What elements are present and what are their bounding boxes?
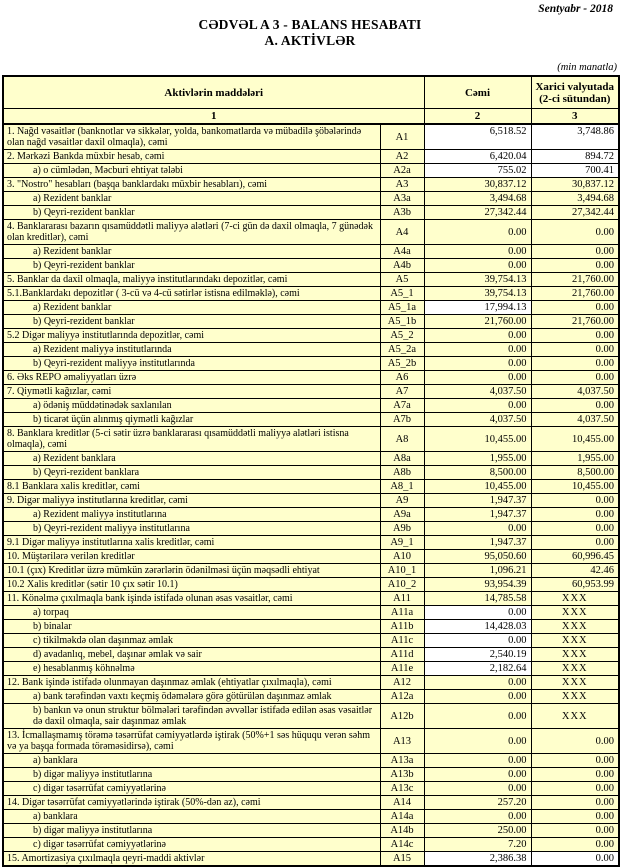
row-label: a) banklara — [3, 754, 380, 768]
row-foreign-value: 3,494.68 — [531, 192, 619, 206]
row-label: 13. İcmallaşmamış törəmə təsərrüfat cəmiyyətlərdə iştirak (50%+1 səs hüququ verən səhm və ya başqa formada törəməsidirsə), cəmi — [3, 729, 380, 754]
table-row — [3, 578, 619, 592]
row-label: a) Rezident maliyyə institutlarında — [3, 343, 380, 357]
table-row — [3, 206, 619, 220]
row-code: A3b — [380, 206, 424, 220]
row-code: A2 — [380, 150, 424, 164]
row-foreign-value: XXX — [531, 662, 619, 676]
row-total-value: 14,428.03 — [424, 620, 531, 634]
row-code: A1 — [380, 124, 424, 150]
table-row — [3, 329, 619, 343]
row-total-value: 10,455.00 — [424, 427, 531, 452]
row-label: 11. Könəlmə çıxılmaqla bank işində istifadə olunan əsas vəsaitlər, cəmi — [3, 592, 380, 606]
row-foreign-value: 21,760.00 — [531, 315, 619, 329]
row-foreign-value: 0.00 — [531, 494, 619, 508]
table-row — [3, 164, 619, 178]
table-row — [3, 522, 619, 536]
row-code: A14c — [380, 838, 424, 852]
row-total-value: 0.00 — [424, 371, 531, 385]
table-row — [3, 466, 619, 480]
row-foreign-value: 0.00 — [531, 301, 619, 315]
row-total-value: 1,947.37 — [424, 494, 531, 508]
row-foreign-value: XXX — [531, 648, 619, 662]
row-total-value: 0.00 — [424, 220, 531, 245]
row-foreign-value: XXX — [531, 690, 619, 704]
table-row — [3, 150, 619, 164]
table-row — [3, 648, 619, 662]
row-code: A2a — [380, 164, 424, 178]
row-code: A3a — [380, 192, 424, 206]
row-label: 10.1 (çıx) Kreditlər üzrə mümkün zərərlərin ödənilməsi üçün məqsədli ehtiyat — [3, 564, 380, 578]
row-total-value: 1,955.00 — [424, 452, 531, 466]
row-label: 5.2 Digər maliyyə institutlarında depozitlər, cəmi — [3, 329, 380, 343]
row-total-value: 0.00 — [424, 676, 531, 690]
table-row — [3, 220, 619, 245]
row-foreign-value: 10,455.00 — [531, 480, 619, 494]
row-label: a) Rezident banklar — [3, 245, 380, 259]
row-label: a) Rezident maliyyə institutlarına — [3, 508, 380, 522]
row-total-value: 95,050.60 — [424, 550, 531, 564]
row-total-value: 0.00 — [424, 690, 531, 704]
row-label: 3. "Nostro" hesabları (başqa banklardakı müxbir hesabları), cəmi — [3, 178, 380, 192]
row-code: A11e — [380, 662, 424, 676]
table-row — [3, 550, 619, 564]
row-label: c) digər təsərrüfat cəmiyyətlərinə — [3, 838, 380, 852]
row-total-value: 17,994.13 — [424, 301, 531, 315]
row-code: A14 — [380, 796, 424, 810]
row-label: 4. Banklararası bazarın qısamüddətli maliyyə alətləri (7-ci gün də daxil olmaqla, 7 günədək olan kreditlər), cəmi — [3, 220, 380, 245]
row-total-value: 6,518.52 — [424, 124, 531, 150]
table-row — [3, 508, 619, 522]
row-foreign-value: 0.00 — [531, 852, 619, 867]
row-label: c) tikilməkdə olan daşınmaz əmlak — [3, 634, 380, 648]
row-label: a) Rezident banklara — [3, 452, 380, 466]
row-foreign-value: 0.00 — [531, 343, 619, 357]
column-number-row — [3, 109, 619, 125]
row-code: A7b — [380, 413, 424, 427]
row-label: b) Qeyri-rezident maliyyə institutlarında — [3, 357, 380, 371]
row-code: A9b — [380, 522, 424, 536]
table-row — [3, 315, 619, 329]
table-row — [3, 676, 619, 690]
row-total-value: 0.00 — [424, 329, 531, 343]
col-number-foreign: 3 — [531, 109, 619, 125]
table-row — [3, 838, 619, 852]
row-code: A5_1 — [380, 287, 424, 301]
row-label: 7. Qiymətli kağızlar, cəmi — [3, 385, 380, 399]
row-code: A5_2b — [380, 357, 424, 371]
row-code: A4 — [380, 220, 424, 245]
row-total-value: 39,754.13 — [424, 273, 531, 287]
row-total-value: 27,342.44 — [424, 206, 531, 220]
row-label: a) torpaq — [3, 606, 380, 620]
row-code: A9a — [380, 508, 424, 522]
row-total-value: 0.00 — [424, 245, 531, 259]
row-code: A13b — [380, 768, 424, 782]
row-total-value: 2,386.38 — [424, 852, 531, 867]
row-code: A8_1 — [380, 480, 424, 494]
table-row — [3, 852, 619, 867]
row-label: b) digər maliyyə institutlarına — [3, 768, 380, 782]
row-foreign-value: 0.00 — [531, 729, 619, 754]
row-label: a) Rezident banklar — [3, 301, 380, 315]
table-row — [3, 480, 619, 494]
row-code: A11a — [380, 606, 424, 620]
row-foreign-value: XXX — [531, 676, 619, 690]
row-foreign-value: 0.00 — [531, 796, 619, 810]
row-foreign-value: 4,037.50 — [531, 413, 619, 427]
row-total-value: 0.00 — [424, 357, 531, 371]
row-code: A14b — [380, 824, 424, 838]
row-foreign-value: 30,837.12 — [531, 178, 619, 192]
row-code: A5_1b — [380, 315, 424, 329]
row-total-value: 0.00 — [424, 522, 531, 536]
row-code: A11 — [380, 592, 424, 606]
table-row — [3, 287, 619, 301]
row-code: A4b — [380, 259, 424, 273]
row-label: 8. Banklara kreditlər (5-ci sətir üzrə banklararası qısamüddətli maliyyə alətləri istisna olmaqla), cəmi — [3, 427, 380, 452]
row-label: b) Qeyri-rezident maliyyə institutlarına — [3, 522, 380, 536]
row-total-value: 1,947.37 — [424, 508, 531, 522]
row-label: 8.1 Banklara xalis kreditlər, cəmi — [3, 480, 380, 494]
table-row — [3, 385, 619, 399]
row-total-value: 7.20 — [424, 838, 531, 852]
row-code: A8a — [380, 452, 424, 466]
table-row — [3, 564, 619, 578]
table-row — [3, 634, 619, 648]
row-total-value: 0.00 — [424, 259, 531, 273]
row-label: 9.1 Digər maliyyə institutlarına xalis kreditlər, cəmi — [3, 536, 380, 550]
table-row — [3, 782, 619, 796]
row-code: A6 — [380, 371, 424, 385]
row-total-value: 4,037.50 — [424, 385, 531, 399]
row-foreign-value: 42.46 — [531, 564, 619, 578]
row-code: A15 — [380, 852, 424, 867]
row-code: A13c — [380, 782, 424, 796]
row-foreign-value: 0.00 — [531, 259, 619, 273]
table-row — [3, 301, 619, 315]
row-label: b) Qeyri-rezident banklar — [3, 315, 380, 329]
table-row — [3, 273, 619, 287]
row-total-value: 0.00 — [424, 768, 531, 782]
table-row — [3, 371, 619, 385]
row-code: A10 — [380, 550, 424, 564]
row-label: a) ödəniş müddətinədək saxlanılan — [3, 399, 380, 413]
row-foreign-value: 0.00 — [531, 824, 619, 838]
col-header-foreign — [531, 76, 619, 109]
col-number-total: 2 — [424, 109, 531, 125]
row-total-value: 4,037.50 — [424, 413, 531, 427]
row-label: b) bankın və onun struktur bölmələri tərəfindən əvvəllər istifadə edilən əsas vəsaitlər də daxil olmaqla, sair daşınmaz əmlak — [3, 704, 380, 729]
row-label: e) hesablanmış köhnəlmə — [3, 662, 380, 676]
report-title-line2: A. AKTİVLƏR — [264, 33, 356, 48]
table-row — [3, 690, 619, 704]
table-row — [3, 704, 619, 729]
table-row — [3, 259, 619, 273]
row-label: 5.1.Banklardakı depozitlər ( 3-cü və 4-cü sətirlər istisna edilməklə), cəmi — [3, 287, 380, 301]
row-total-value: 0.00 — [424, 399, 531, 413]
row-code: A13a — [380, 754, 424, 768]
row-total-value: 0.00 — [424, 606, 531, 620]
table-body — [3, 124, 619, 866]
row-label: b) Qeyri-rezident banklar — [3, 206, 380, 220]
row-total-value: 0.00 — [424, 343, 531, 357]
row-foreign-value: 3,748.86 — [531, 124, 619, 150]
table-row — [3, 592, 619, 606]
report-title-line1: CƏDVƏL A 3 - BALANS HESABATI — [198, 17, 422, 32]
row-foreign-value: 0.00 — [531, 810, 619, 824]
row-total-value: 1,096.21 — [424, 564, 531, 578]
row-label: b) binalar — [3, 620, 380, 634]
row-foreign-value: 4,037.50 — [531, 385, 619, 399]
row-total-value: 1,947.37 — [424, 536, 531, 550]
row-total-value: 14,785.58 — [424, 592, 531, 606]
table-row — [3, 768, 619, 782]
balance-sheet-table — [2, 75, 620, 867]
row-foreign-value: 0.00 — [531, 399, 619, 413]
row-label: c) digər təsərrüfat cəmiyyətlərinə — [3, 782, 380, 796]
row-code: A12b — [380, 704, 424, 729]
row-code: A5_2a — [380, 343, 424, 357]
row-foreign-value: XXX — [531, 704, 619, 729]
row-foreign-value: 700.41 — [531, 164, 619, 178]
row-foreign-value: 0.00 — [531, 357, 619, 371]
row-code: A5_1a — [380, 301, 424, 315]
row-label: b) Qeyri-rezident banklara — [3, 466, 380, 480]
row-total-value: 93,954.39 — [424, 578, 531, 592]
row-foreign-value: 0.00 — [531, 245, 619, 259]
row-foreign-value: 0.00 — [531, 536, 619, 550]
row-code: A8 — [380, 427, 424, 452]
row-label: 14. Digər təsərrüfat cəmiyyətlərində iştirak (50%-dən az), cəmi — [3, 796, 380, 810]
row-code: A9 — [380, 494, 424, 508]
row-foreign-value: 0.00 — [531, 838, 619, 852]
col-number-items: 1 — [3, 109, 424, 125]
row-total-value: 0.00 — [424, 810, 531, 824]
row-code: A5_2 — [380, 329, 424, 343]
row-code: A7a — [380, 399, 424, 413]
table-row — [3, 810, 619, 824]
row-label: 15. Amortizasiya çıxılmaqla qeyri-maddi aktivlər — [3, 852, 380, 867]
row-label: 12. Bank işində istifadə olunmayan daşınmaz əmlak (ehtiyatlar çıxılmaqla), cəmi — [3, 676, 380, 690]
row-total-value: 0.00 — [424, 634, 531, 648]
row-total-value: 8,500.00 — [424, 466, 531, 480]
row-total-value: 2,540.19 — [424, 648, 531, 662]
row-foreign-value: 21,760.00 — [531, 273, 619, 287]
row-total-value: 21,760.00 — [424, 315, 531, 329]
row-foreign-value: 0.00 — [531, 371, 619, 385]
row-code: A8b — [380, 466, 424, 480]
table-row — [3, 343, 619, 357]
row-foreign-value: XXX — [531, 592, 619, 606]
row-foreign-value: 0.00 — [531, 329, 619, 343]
row-foreign-value: 27,342.44 — [531, 206, 619, 220]
row-foreign-value: 1,955.00 — [531, 452, 619, 466]
row-label: d) avadanlıq, mebel, daşınar əmlak və sair — [3, 648, 380, 662]
col-header-total: Cəmi — [424, 76, 531, 109]
row-foreign-value: 21,760.00 — [531, 287, 619, 301]
col-header-foreign-line2: (2-ci sütundan) — [539, 92, 611, 105]
table-row — [3, 399, 619, 413]
row-label: 1. Nağd vəsaitlər (banknotlar və sikkələr, yolda, bankomatlarda və mübadilə şöbələrində olan nağd vəsaitlər daxil olmaqla), cəmi — [3, 124, 380, 150]
row-code: A3 — [380, 178, 424, 192]
table-row — [3, 413, 619, 427]
row-code: A10_1 — [380, 564, 424, 578]
row-code: A12 — [380, 676, 424, 690]
row-total-value: 0.00 — [424, 782, 531, 796]
row-foreign-value: 0.00 — [531, 522, 619, 536]
row-code: A11d — [380, 648, 424, 662]
row-code: A7 — [380, 385, 424, 399]
table-row — [3, 245, 619, 259]
row-total-value: 2,182.64 — [424, 662, 531, 676]
row-label: b) ticarət üçün alınmış qiymətli kağızlar — [3, 413, 380, 427]
row-label: 5. Banklar da daxil olmaqla, maliyyə institutlarındakı depozitlər, cəmi — [3, 273, 380, 287]
row-total-value: 257.20 — [424, 796, 531, 810]
row-foreign-value: 10,455.00 — [531, 427, 619, 452]
row-code: A13 — [380, 729, 424, 754]
row-label: a) Rezident banklar — [3, 192, 380, 206]
row-total-value: 30,837.12 — [424, 178, 531, 192]
row-label: b) Qeyri-rezident banklar — [3, 259, 380, 273]
row-foreign-value: XXX — [531, 620, 619, 634]
row-foreign-value: 60,996.45 — [531, 550, 619, 564]
row-foreign-value: 0.00 — [531, 220, 619, 245]
row-foreign-value: 894.72 — [531, 150, 619, 164]
row-code: A12a — [380, 690, 424, 704]
row-label: a) o cümlədən, Məcburi ehtiyat tələbi — [3, 164, 380, 178]
row-total-value: 0.00 — [424, 754, 531, 768]
table-row — [3, 754, 619, 768]
row-label: 9. Digər maliyyə institutlarına kreditlər, cəmi — [3, 494, 380, 508]
table-row — [3, 452, 619, 466]
row-total-value: 0.00 — [424, 704, 531, 729]
row-code: A9_1 — [380, 536, 424, 550]
row-foreign-value: 0.00 — [531, 768, 619, 782]
row-foreign-value: 8,500.00 — [531, 466, 619, 480]
table-row — [3, 606, 619, 620]
table-row — [3, 620, 619, 634]
table-row — [3, 357, 619, 371]
row-foreign-value: XXX — [531, 634, 619, 648]
row-foreign-value: 0.00 — [531, 508, 619, 522]
units-note: (min manatla) — [557, 62, 617, 73]
row-code: A10_2 — [380, 578, 424, 592]
row-label: b) digər maliyyə institutlarına — [3, 824, 380, 838]
row-label: 10.2 Xalis kreditlər (sətir 10 çıx sətir 10.1) — [3, 578, 380, 592]
row-foreign-value: XXX — [531, 606, 619, 620]
row-code: A11c — [380, 634, 424, 648]
report-period: Sentyabr - 2018 — [538, 3, 613, 15]
table-row — [3, 494, 619, 508]
row-code: A11b — [380, 620, 424, 634]
row-total-value: 6,420.04 — [424, 150, 531, 164]
row-foreign-value: 60,953.99 — [531, 578, 619, 592]
table-row — [3, 796, 619, 810]
row-total-value: 755.02 — [424, 164, 531, 178]
row-label: 2. Mərkəzi Bankda müxbir hesab, cəmi — [3, 150, 380, 164]
table-row — [3, 427, 619, 452]
table-row — [3, 192, 619, 206]
row-label: 6. Əks REPO əməliyyatları üzrə — [3, 371, 380, 385]
row-label: 10. Müştərilərə verilən kreditlər — [3, 550, 380, 564]
row-total-value: 10,455.00 — [424, 480, 531, 494]
table-row — [3, 662, 619, 676]
row-foreign-value: 0.00 — [531, 782, 619, 796]
row-label: a) bank tərəfindən vaxtı keçmiş ödəmələrə görə götürülən daşınmaz əmlak — [3, 690, 380, 704]
table-row — [3, 178, 619, 192]
col-header-foreign-line1: Xarici valyutada — [535, 80, 615, 93]
row-code: A5 — [380, 273, 424, 287]
row-total-value: 0.00 — [424, 729, 531, 754]
row-label: a) banklara — [3, 810, 380, 824]
table-row — [3, 824, 619, 838]
row-foreign-value: 0.00 — [531, 754, 619, 768]
table-row — [3, 729, 619, 754]
row-code: A14a — [380, 810, 424, 824]
row-total-value: 39,754.13 — [424, 287, 531, 301]
col-header-items: Aktivlərin maddələri — [3, 76, 424, 109]
table-row — [3, 536, 619, 550]
row-total-value: 250.00 — [424, 824, 531, 838]
row-total-value: 3,494.68 — [424, 192, 531, 206]
table-row — [3, 124, 619, 150]
table-header-row — [3, 76, 619, 109]
row-code: A4a — [380, 245, 424, 259]
